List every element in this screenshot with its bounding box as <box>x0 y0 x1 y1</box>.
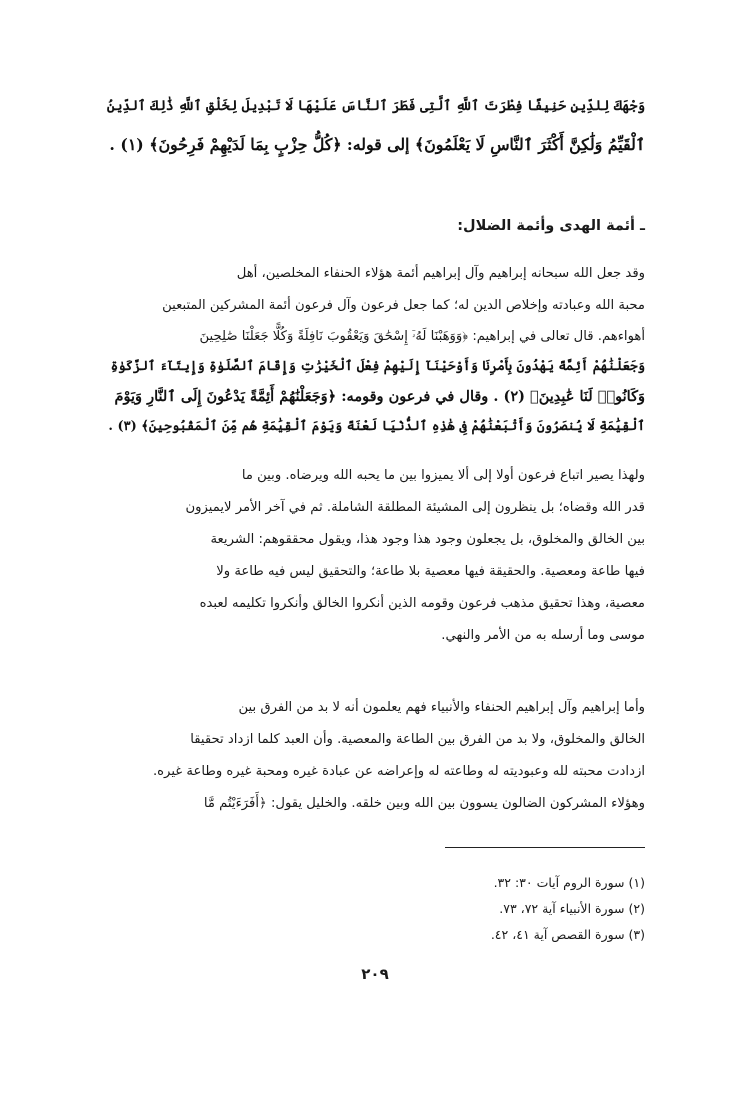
text-line: وأما إبراهيم وآل إبراهيم الحنفاء والأنبياء فهم يعلمون أنه لا بد من الفرق بين <box>238 700 645 715</box>
opening-verse <box>105 88 645 164</box>
text-line: وهؤلاء المشركون الضالون يسوون بين الله وبين خلقه. والخليل يقول: ﴿أَفَرَءَيْتُم مَّا <box>203 796 645 811</box>
text-line: بين الخالق والمخلوق، بل يجعلون وجود هذا وجود هذا، ويقول محققوهم: الشريعة <box>210 532 645 547</box>
text-line: فيها طاعة ومعصية. والحقيقة فيها معصية بلا طاعة؛ والتحقيق ليس فيه طاعة ولا <box>216 564 645 579</box>
text-line: أهواءهم. قال تعالى في إبراهيم: ﴿وَوَهَبْنَا لَهُۥٓ إِسْحَٰقَ وَيَعْقُوبَ نَافِلَةً وَكُلًّا جَعَلْنَا صَٰلِحِينَ <box>199 329 645 344</box>
paragraph-pharaoh-followers <box>105 460 645 652</box>
footnote-3: (٣) سورة القصص آية ٤١، ٤٢. <box>490 927 645 942</box>
text-line: وَكَانُوا۟ لَنَا عَٰبِدِينَ﴾ (٢) . وقال في فرعون وقومه: ﴿وَجَعَلْنَٰهُمْ أَئِمَّةً يَدْعُونَ إِلَى ٱلنَّارِ وَيَوْمَ <box>114 388 645 405</box>
text-line: معصية، وهذا تحقيق مذهب فرعون وقومه الذين أنكروا الخالق وأنكروا تكليمه لعبده <box>199 596 645 611</box>
paragraph-abraham <box>105 692 645 820</box>
text-line: موسى وما أرسله به من الأمر والنهي. <box>441 628 645 643</box>
page-number: ٢٠٩ <box>361 965 389 983</box>
text-line: وقد جعل الله سبحانه إبراهيم وآل إبراهيم أئمة هؤلاء الحنفاء المخلصين، أهل <box>236 266 645 281</box>
text-line: محبة الله وعبادته وإخلاص الدين له؛ كما جعل فرعون وآل فرعون أئمة المشركين المتبعين <box>162 298 645 313</box>
text-line: وَجَعَلْنَٰهُمْ أَئِمَّةً يَهْدُونَ بِأَمْرِنَا وَأَوْحَيْنَآ إِلَيْهِمْ فِعْلَ ٱلْخَيْرَٰتِ وَإِقَامَ ٱلصَّلَوٰةِ وَإِيتَآءَ ٱلزَّكَوٰةِ <box>110 359 645 374</box>
paragraph-imams <box>105 258 645 442</box>
text-line: قدر الله وقضاه؛ بل ينظرون إلى المشيئة المطلقة الشاملة. ثم في آخر الأمر لايميزون <box>185 500 645 515</box>
text-line: ٱلْقَيِّمُ وَلَٰكِنَّ أَكْثَرَ ٱلنَّاسِ لَا يَعْلَمُونَ﴾ إلى قوله: ﴿كُلُّ حِزْبٍ بِمَا لَدَيْهِمْ فَرِحُونَ﴾ (١) . <box>109 135 645 154</box>
footnote-separator <box>445 847 645 848</box>
text-line: ولهذا يصير اتباع فرعون أولا إلى ألا يميزوا بين ما يحبه الله ويرضاه. وبين ما <box>241 468 645 483</box>
section-heading: ـ أئمة الهدى وأئمة الضلال: <box>457 218 645 234</box>
text-line: ٱلْقِيَٰمَةِ لَا يُنصَرُونَ وَأَتْبَعْنَٰهُمْ فِى هَٰذِهِ ٱلدُّنْيَا لَعْنَةً وَيَوْمَ ٱلْقِيَٰمَةِ هُم مِّنَ ٱلْمَقْبُوحِينَ﴾ (٣) . <box>108 419 645 434</box>
footnote-1: (١) سورة الروم آيات ٣٠: ٣٢. <box>493 875 645 890</box>
text-line: ازدادت محبته لله وعبوديته له وطاعته له وإعراضه عن عبادة غيره ومحبة غيره وطاعة غيره. <box>152 764 645 779</box>
footnotes <box>491 870 645 948</box>
text-line: الخالق والمخلوق، ولا بد من الفرق بين الطاعة والمعصية. وأن العبد كلما ازداد تحقيقا <box>190 732 645 747</box>
text-line: وَجْهَكَ لِلدِّينِ حَنِيفًا فِطْرَتَ ٱللَّهِ ٱلَّتِى فَطَرَ ٱلنَّاسَ عَلَيْهَا لَا تَبْدِيلَ لِخَلْقِ ٱللَّهِ ذَٰلِكَ ٱلدِّينُ <box>106 99 645 114</box>
footnote-2: (٢) سورة الأنبياء آية ٧٢، ٧٣. <box>499 901 645 916</box>
